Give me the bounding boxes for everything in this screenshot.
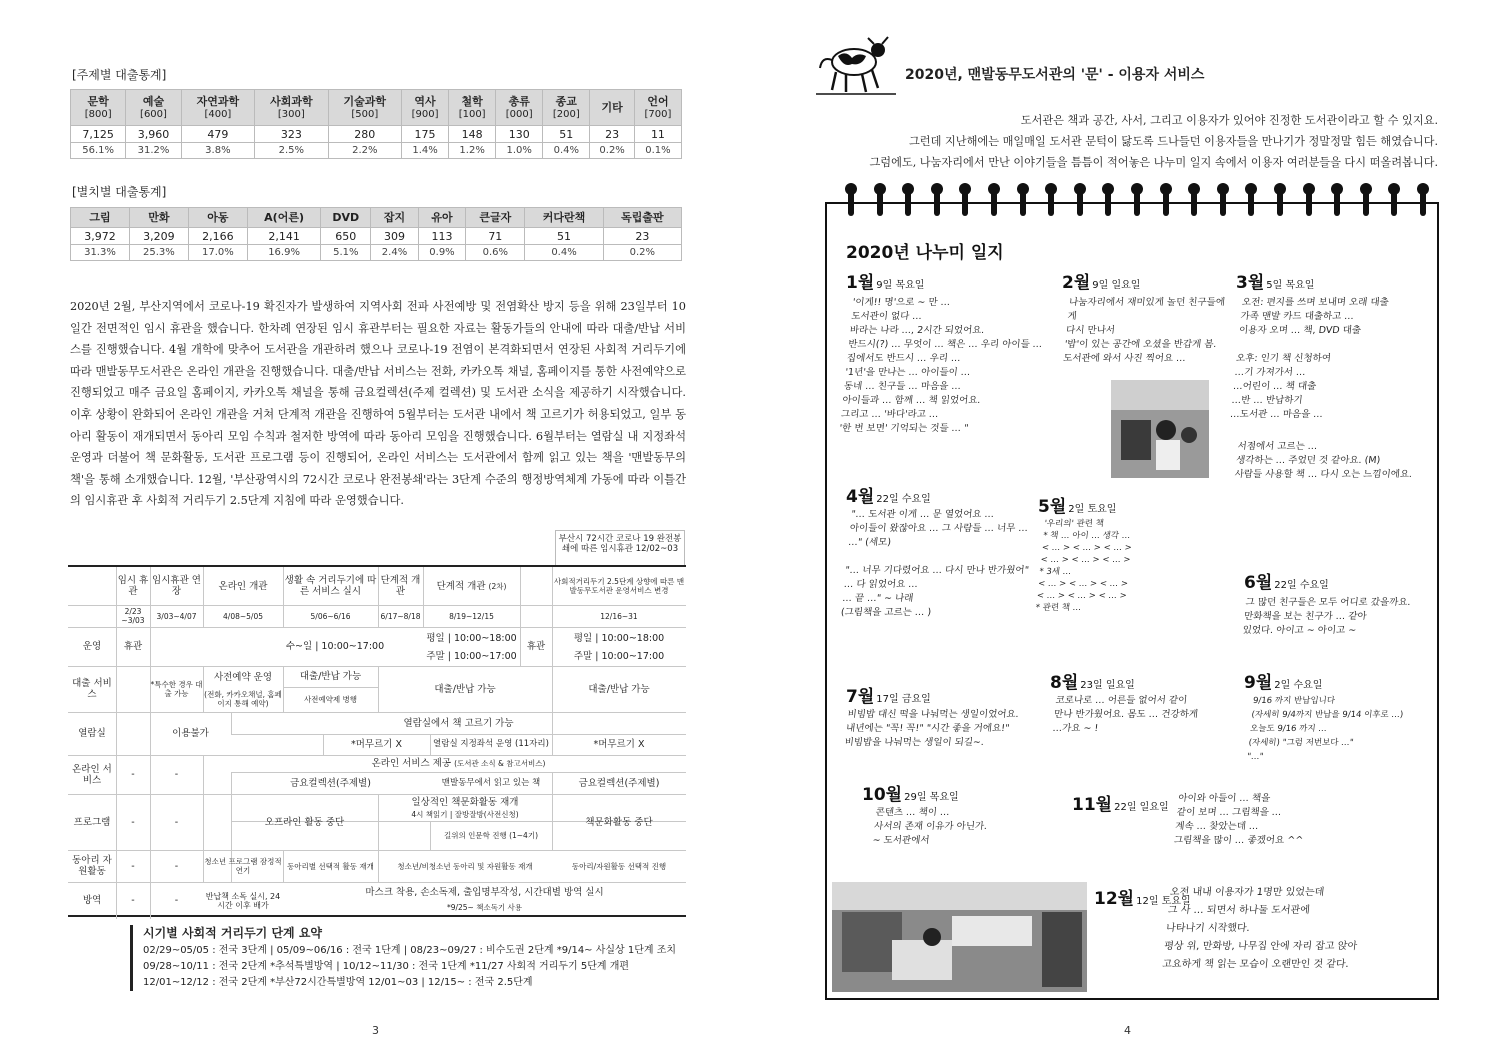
ops-cell: 평일 | 10:00~18:00 (426, 632, 517, 644)
entry-date: 2일 수요일 (1274, 680, 1323, 691)
entry-month: 1월 (846, 273, 875, 293)
stat-percent: 0.1% (634, 143, 681, 159)
reading-cell: *머무르기 X (351, 739, 402, 750)
entry-month: 11월 (1072, 795, 1113, 815)
note-january: '이게!! 명'으로 ~ 만 … 도서관이 없다 … 바라는 나라 …, 2시간 되었어요. 반드시(?) … 무엇이 … 책은 … 우리 아이들 … 집에서도 반드시 … 우리 … '1년'을 만나는 … 아이들이 … 동네 … 친구들 … 마음을 … 아이들과 … 함께 … 책 읽었어요. 그리고 … '바다'라고 … '한 번 보면' 기억되는 것들 … " (838, 297, 1043, 434)
right-page-title: 2020년, 맨발동무도서관의 '문' - 이용자 서비스 (905, 67, 1205, 83)
stat-percent: 0.4% (543, 143, 590, 159)
col-level-25: 사회적거리두기 2.5단계 상향에 따른 맨발동무도서관 운영서비스 변경 (553, 577, 685, 595)
loan-cell: 대출/반납 가능 (299, 671, 362, 682)
stat-count: 23 (603, 228, 681, 245)
col-phased-open: 단계적 개관 (2차) (436, 580, 507, 592)
stat-count: 113 (418, 228, 465, 245)
entry-date: 2일 토요일 (1068, 504, 1117, 515)
stat-header: 만화 (129, 208, 188, 228)
date-cell: 5/06~6/16 (310, 611, 351, 621)
page-number: 3 (372, 1024, 379, 1037)
reading-cell: 이용불가 (172, 728, 209, 739)
diary-entry-header (1062, 268, 1140, 293)
stat-header-name: 총류 (508, 94, 530, 108)
entry-date: 5일 목요일 (1266, 280, 1315, 291)
stat-count: 650 (321, 228, 371, 245)
diary-entry-header (1236, 268, 1314, 293)
row-label-ops: 운영 (82, 641, 102, 652)
stat-percent: 0.2% (603, 245, 681, 261)
date-cell: 6/17~8/18 (380, 611, 421, 621)
entry-date: 12일 토요일 (1136, 896, 1191, 907)
entry-date: 22일 수요일 (876, 494, 931, 505)
quarantine-cell: 반납책 소독 실시, 24시간 이후 배가 (205, 891, 281, 910)
loan-cell: (전화, 카카오채널, 홈페이지 통해 예약) (204, 690, 282, 708)
diary-title: 2020년 나누미 일지 (846, 243, 1004, 263)
row-label-program: 프로그램 (73, 816, 111, 828)
photo-image (832, 882, 1087, 992)
intro-line: 그럼에도, 나눔자리에서 만난 이야기들을 틈틈이 적어놓은 나누미 일지 속에서 이용자 여러분들을 다시 떠올려봅니다. (869, 156, 1438, 169)
entry-month: 4월 (846, 487, 875, 507)
intro-line: 그런데 지난해에는 매일매일 도서관 문턱이 닳도록 드나들던 이용자들을 만나기가 정말정말 힘든 해였습니다. (909, 135, 1438, 148)
stat-header-code: [000] (505, 108, 533, 120)
entry-date: 9일 일요일 (1092, 280, 1141, 291)
stat-header-name: 철학 (461, 94, 483, 108)
stat-header-name: 종교 (555, 94, 577, 108)
stat-count: 11 (634, 126, 681, 143)
stat-header-code: [300] (277, 108, 305, 120)
note-october: 콘텐츠 … 책이 … 사서의 존재 이유가 아닌가. ~ 도서관에서 (872, 807, 988, 846)
stat-percent: 25.3% (129, 245, 188, 261)
online-cell: 온라인 서비스 제공 (도서관 소식 & 참고서비스) (371, 758, 546, 769)
date-cell: 8/19~12/15 (449, 611, 494, 621)
stat-header: 잡지 (371, 208, 418, 228)
entry-date: 9일 목요일 (876, 280, 925, 291)
ops-cell: 평일 | 10:00~18:00 (573, 632, 665, 644)
stat-percent: 1.0% (496, 143, 543, 159)
stat-header-code: [500] (351, 108, 379, 120)
stat-header (255, 90, 328, 126)
col-closure-ext: 임시휴관 연장 (152, 575, 201, 597)
stat-count: 148 (449, 126, 496, 143)
loan-cell: *특수한 경우 대출 가능 (150, 680, 203, 698)
stat-header (181, 90, 254, 126)
club-cell: - (174, 860, 179, 872)
stat-header-name: 기타 (601, 101, 623, 114)
stat-header: DVD (321, 208, 371, 228)
note-december: 오전 내내 이용자가 1명만 있었는데 그 사 … 되면서 하나둘 도서관에 나타나기 시작했다. 평상 위, 만화방, 나무집 안에 자리 잡고 앉아 고요하게 책 읽는 모습이 오랜만인 것 같다. (1161, 887, 1358, 970)
stat-header-name: 예술 (142, 94, 165, 108)
entry-month: 2월 (1062, 273, 1091, 293)
diary-entry-header (846, 682, 931, 707)
reading-cell: 열람실에서 책 고르기 가능 (403, 717, 514, 729)
stat-percent: 0.9% (418, 245, 465, 261)
note-september: 9/16 까지 반납입니다 (자세히 9/4까지 반납을 9/14 이후로 …) 오늘도 9/16 까지 … (자세히) "그럼 저번보다 …" "…" (1246, 696, 1404, 762)
program-cell: - (174, 816, 179, 828)
online-cell: 맨발동무에서 읽고 있는 책 (441, 777, 541, 788)
stat-percent: 0.4% (525, 245, 603, 261)
entry-date: 23일 일요일 (1080, 680, 1135, 691)
photo-children-reading (1111, 380, 1209, 478)
diary-entry-header (846, 482, 931, 507)
entry-date: 29일 목요일 (904, 792, 959, 803)
stat-header (126, 90, 181, 126)
stat-header-code: [600] (140, 108, 167, 120)
photo-image (1111, 380, 1209, 478)
row-label-online: 온라인 서비스 (72, 763, 112, 786)
stat-percent: 17.0% (188, 245, 247, 261)
quarantine-cell: - (174, 895, 179, 906)
stat-count: 3,209 (129, 228, 188, 245)
stat-percent: 31.2% (126, 143, 181, 159)
diary-entry-header (846, 268, 924, 293)
online-cell: 금요컬렉션(주제별) (290, 777, 371, 789)
steps-line: 02/29~05/05 : 전국 3단계 | 05/09~06/16 : 전국 1단계 | 08/23~09/27 : 비수도권 2단계 *9/14~ 사실상 1단계 조치 (143, 945, 677, 956)
stat-count: 23 (590, 126, 635, 143)
subject-stats-table (70, 89, 682, 159)
stat-header: 독립출판 (603, 208, 681, 228)
program-cell: 4시 책읽기 | 잘방잘방(사전신청) (411, 809, 519, 819)
entry-month: 5월 (1038, 497, 1067, 517)
stat-header-name: 언어 (647, 94, 669, 108)
stat-count: 51 (525, 228, 603, 245)
entry-month: 6월 (1244, 573, 1273, 593)
online-cell: - (174, 769, 179, 780)
diary-entry-header (1072, 790, 1169, 815)
steps-line: 09/28~10/11 : 전국 2단계 *추석특별방역 | 10/12~11/30 : 전국 1단계 *11/27 사회적 거리두기 5단계 개편 (143, 961, 630, 972)
row-label-loan: 대출 서비스 (72, 678, 112, 700)
stat-count: 309 (371, 228, 418, 245)
note-november: 아이와 아들이 … 책을 같이 보며 … 그림책을 … 계속 … 찾았는데 … 그림책을 많이 … 좋겠어요 ^^ (1173, 793, 1304, 846)
stat-header: 아동 (188, 208, 247, 228)
club-cell: 청소년 프로그램 잠정적 연기 (204, 857, 282, 875)
reading-cell: *머무르기 X (593, 739, 645, 750)
note-march: 오전: 편지를 쓰며 보내며 오래 대출 가족 맨발 카드 대출하고 … 이용자 오며 … 책, DVD 대출 오후: 인기 책 신청하여 …기 가져가서 … …어린이 … 책 대출 …반 … 반납하기 …도서관 … 마음을 … (1229, 297, 1390, 420)
stat-percent: 3.8% (181, 143, 254, 159)
stat-count: 280 (328, 126, 401, 143)
cow-illustration (816, 34, 896, 96)
stat-header: A(어른) (247, 208, 320, 228)
stat-header (402, 90, 449, 126)
stat-header: 커다란책 (525, 208, 603, 228)
date-cell: 12/16~31 (600, 611, 638, 621)
special-stats-table (70, 207, 682, 261)
row-label-quarantine: 방역 (82, 895, 102, 906)
diary-entry-header (1038, 492, 1116, 517)
stat-header (449, 90, 496, 126)
steps-title: 시기별 사회적 거리두기 단계 요약 (143, 926, 323, 940)
online-cell: 금요컬렉션(주제별) (578, 777, 660, 789)
loan-cell: 사전예약 운영 (213, 671, 273, 683)
col-online-open: 온라인 개관 (218, 580, 268, 592)
date-cell: 4/08~5/05 (223, 611, 263, 621)
lockdown-note: 부산시 72시간 코로나 19 완전봉쇄에 따른 임시휴관 12/02~03 (555, 530, 685, 566)
body-paragraph: 2020년 2월, 부산지역에서 코로나-19 확진자가 발생하여 지역사회 전파 사전예방 및 전염확산 방지 등을 위해 23일부터 10일간 전면적인 임시 휴관을 했습니다. 한차례 연장된 임시 휴관부터는 필요한 자료는 활동가들의 안내에 따라 대출/반납 서비스를 진행했습니다. 4월 개학에 맞추어 도서관을 개관하려 했으나 코로나-19 전염이 본격화되면서 연장된 사회적 거리두기에 따라 맨발동무도서관은 온라인 개관을 진행했습니다. 대출/반납 서비스는 전화, 카카오톡 채널, 홈페이지를 통한 사전예약으로 진행되었고 매주 금요일 홈페이지, 카카오톡 채널을 통해 금요컬렉션(주제 컬렉션) 및 도서관 소식을 제공하기 시작했습니다. 이후 상황이 완화되어 온라인 개관을 거쳐 단계적 개관을 진행하여 5월부터는 도서관 내에서 책 고르기가 허용되었고, 일부 동아리 활동이 재개되면서 동아리 모임 수칙과 철저한 방역에 따라 동아리 모임을 진행했습니다. 6월부터는 열람실 내 지정좌석 운영과 더불어 책 문화활동, 도서관 프로그램 등이 진행되어, 온라인 서비스는 도서관에서 함께 읽고 있는 책을 '맨발동무의 책'을 통해 소개했습니다. 12월, '부산광역시의 72시간 코로나 완전봉쇄'라는 3단계 수준의 행정방역체계 가동에 따라 이틀간의 임시휴관 후 사회적 거리두기 2.5단계 지침에 따라 운영했습니다. (70, 300, 686, 508)
stat-count: 2,141 (247, 228, 320, 245)
row-label-reading: 열람실 (78, 728, 106, 739)
entry-month: 8월 (1050, 673, 1079, 693)
col-life-distance: 생활 속 거리두기에 따른 서비스 실시 (284, 575, 377, 597)
stat-percent: 31.3% (71, 245, 130, 261)
loan-cell: 대출/반납 가능 (434, 683, 496, 695)
stat-percent: 2.2% (328, 143, 401, 159)
quarantine-cell: 마스크 착용, 손소독제, 출입명부작성, 시간대별 방역 실시 (365, 886, 604, 898)
stat-header-code: [900] (411, 108, 439, 120)
stat-percent: 1.2% (449, 143, 496, 159)
entry-month: 10월 (862, 785, 903, 805)
intro-line: 도서관은 책과 공간, 사서, 그리고 이용자가 있어야 진정한 도서관이라고 할 수 있지요. (1020, 114, 1438, 127)
page-number: 4 (1124, 1024, 1131, 1037)
program-cell: - (131, 816, 135, 828)
special-stats-title: [별치별 대출통계] (72, 185, 167, 199)
ops-cell: 주말 | 10:00~17:00 (426, 650, 517, 662)
diary-entry-header (1244, 568, 1329, 593)
photo-library-room (832, 882, 1087, 992)
steps-line: 12/01~12/12 : 전국 2단계 *부산72시간특별방역 12/01~03 | 12/15~ : 전국 2.5단계 (143, 977, 533, 988)
reading-cell: 열람실 지정좌석 운영 (11자리) (433, 739, 549, 749)
distancing-steps-summary (130, 925, 685, 991)
subject-stats-title: [주제별 대출통계] (72, 68, 167, 82)
stat-count: 3,972 (71, 228, 130, 245)
diary-entry-header (862, 780, 959, 805)
row-label-club: 동아리 자원활동 (72, 855, 112, 877)
col-step-open: 단계적 개관 (380, 575, 421, 597)
stat-header-name: 사회과학 (270, 94, 313, 108)
entry-month: 9월 (1244, 673, 1273, 693)
online-cell: - (131, 769, 135, 780)
entry-date: 22일 일요일 (1114, 802, 1169, 813)
quarantine-cell: *9/25~ 책소독기 사용 (446, 902, 523, 912)
stat-header-name: 기술과학 (343, 94, 387, 108)
stat-count: 130 (496, 126, 543, 143)
stat-header: 그림 (71, 208, 130, 228)
stat-header-name: 자연과학 (196, 94, 240, 108)
stat-header-code: [700] (644, 108, 672, 120)
note-july: 비빔밥 대신 떡을 나눠먹는 생일이었어요. 내년에는 "꼭! 꼭!" "시간 좋을 거에요!" 비빔밥을 나눠먹는 생일이 되길~. (844, 709, 1020, 748)
note-april: "… 도서관 이게 … 문 열었어요 … 아이들이 왔잖아요 … 그 사람들 … 너무 … …" (세모) "… 너무 기다렸어요 … 다시 만나 반가웠어" … 다 읽었어요 … … 끝 …" ~ 나래 (그림책을 고르는 … ) (840, 509, 1030, 618)
quarantine-cell: - (131, 895, 135, 906)
stat-header (543, 90, 590, 126)
program-cell: 오프라인 활동 중단 (264, 816, 345, 828)
stat-header-code: [400] (204, 108, 232, 120)
stat-percent: 5.1% (321, 245, 371, 261)
stat-count: 2,166 (188, 228, 247, 245)
ops-cell: 휴관 (526, 641, 546, 652)
stat-header (496, 90, 543, 126)
ops-cell: 휴관 (123, 641, 143, 652)
loan-cell: 대출/반납 가능 (588, 683, 650, 695)
stat-count: 71 (466, 228, 525, 245)
stat-header-code: [100] (458, 108, 486, 120)
program-cell: 일상적인 책문화활동 재개 (411, 797, 519, 808)
program-cell: 길위의 인문학 진행 (1~4기) (443, 831, 539, 840)
stat-header (590, 90, 635, 126)
note-august: 코로나로 … 어른들 없어서 같이 만나 반가웠어요. 몸도 … 건강하게 …가요 ~ ! (1052, 695, 1199, 734)
stat-count: 7,125 (71, 126, 126, 143)
stat-percent: 56.1% (71, 143, 126, 159)
stat-header-name: 문학 (87, 94, 109, 108)
entry-month: 3월 (1236, 273, 1265, 293)
stat-percent: 16.9% (247, 245, 320, 261)
entry-month: 12월 (1094, 889, 1135, 909)
diary-entry-header (1244, 668, 1322, 693)
diary-entry-header (1050, 668, 1135, 693)
note-february: 나눔자리에서 재미있게 놀던 친구들에게 다시 만나서 '밥'이 있는 공간에 오셨을 반갑게 봄. 도서관에 와서 사진 찍어요 … (1062, 297, 1226, 364)
service-timeline-table (68, 565, 686, 917)
stat-header (328, 90, 401, 126)
stat-header (634, 90, 681, 126)
stat-count: 479 (181, 126, 254, 143)
note-march-2: 서점에서 고르는 … 생각하는 … 주었던 것 같아요. (M) 사람들 사용할 책 … 다시 오는 느낌이에요. (1234, 441, 1413, 480)
date-cell: 2/23 ~3/03 (121, 607, 145, 625)
col-closure: 임시 휴관 (117, 575, 149, 597)
stat-count: 323 (255, 126, 328, 143)
stat-count: 3,960 (126, 126, 181, 143)
program-cell: 책문화활동 중단 (585, 816, 653, 828)
stat-count: 51 (543, 126, 590, 143)
stat-header-name: 역사 (414, 94, 436, 108)
stat-header: 유아 (418, 208, 465, 228)
right-intro (812, 110, 1438, 173)
stat-header-code: [200] (552, 108, 580, 120)
stat-percent: 2.4% (371, 245, 418, 261)
stat-count: 175 (402, 126, 449, 143)
ops-cell: 수~일 | 10:00~17:00 (285, 641, 385, 652)
date-cell: 3/03~4/07 (156, 611, 197, 621)
stat-percent: 0.2% (590, 143, 635, 159)
ops-cell: 주말 | 10:00~17:00 (573, 650, 665, 662)
entry-date: 22일 수요일 (1274, 580, 1329, 591)
stat-percent: 0.6% (466, 245, 525, 261)
stat-header-code: [800] (84, 108, 112, 120)
entry-month: 7월 (846, 687, 875, 707)
stat-header: 큰글자 (466, 208, 525, 228)
note-june: 그 많던 친구들은 모두 어디로 갔을까요. 만화책을 보는 친구가 … 같아 있었다. 아이고 ~ 아이고 ~ (1242, 597, 1412, 636)
loan-cell: 사전예약제 병행 (303, 695, 358, 704)
club-cell: 청소년/비청소년 동아리 및 자원활동 재개 (397, 861, 533, 871)
stat-percent: 1.4% (402, 143, 449, 159)
club-cell: 동아리별 선택적 활동 재개 (287, 861, 374, 871)
club-cell: 동아리/자원활동 선택적 진행 (571, 861, 667, 871)
club-cell: - (131, 860, 135, 872)
stat-percent: 2.5% (255, 143, 328, 159)
note-may: '우리의' 관련 책 * 책 … 아이 … 생각 … < … > < … > < … > < … > < … > < … > * 3세 … < … > < … > < … > < … > < … > < … > * 관련 책 … (1035, 519, 1133, 613)
entry-date: 17일 금요일 (876, 694, 931, 705)
stat-header (71, 90, 126, 126)
